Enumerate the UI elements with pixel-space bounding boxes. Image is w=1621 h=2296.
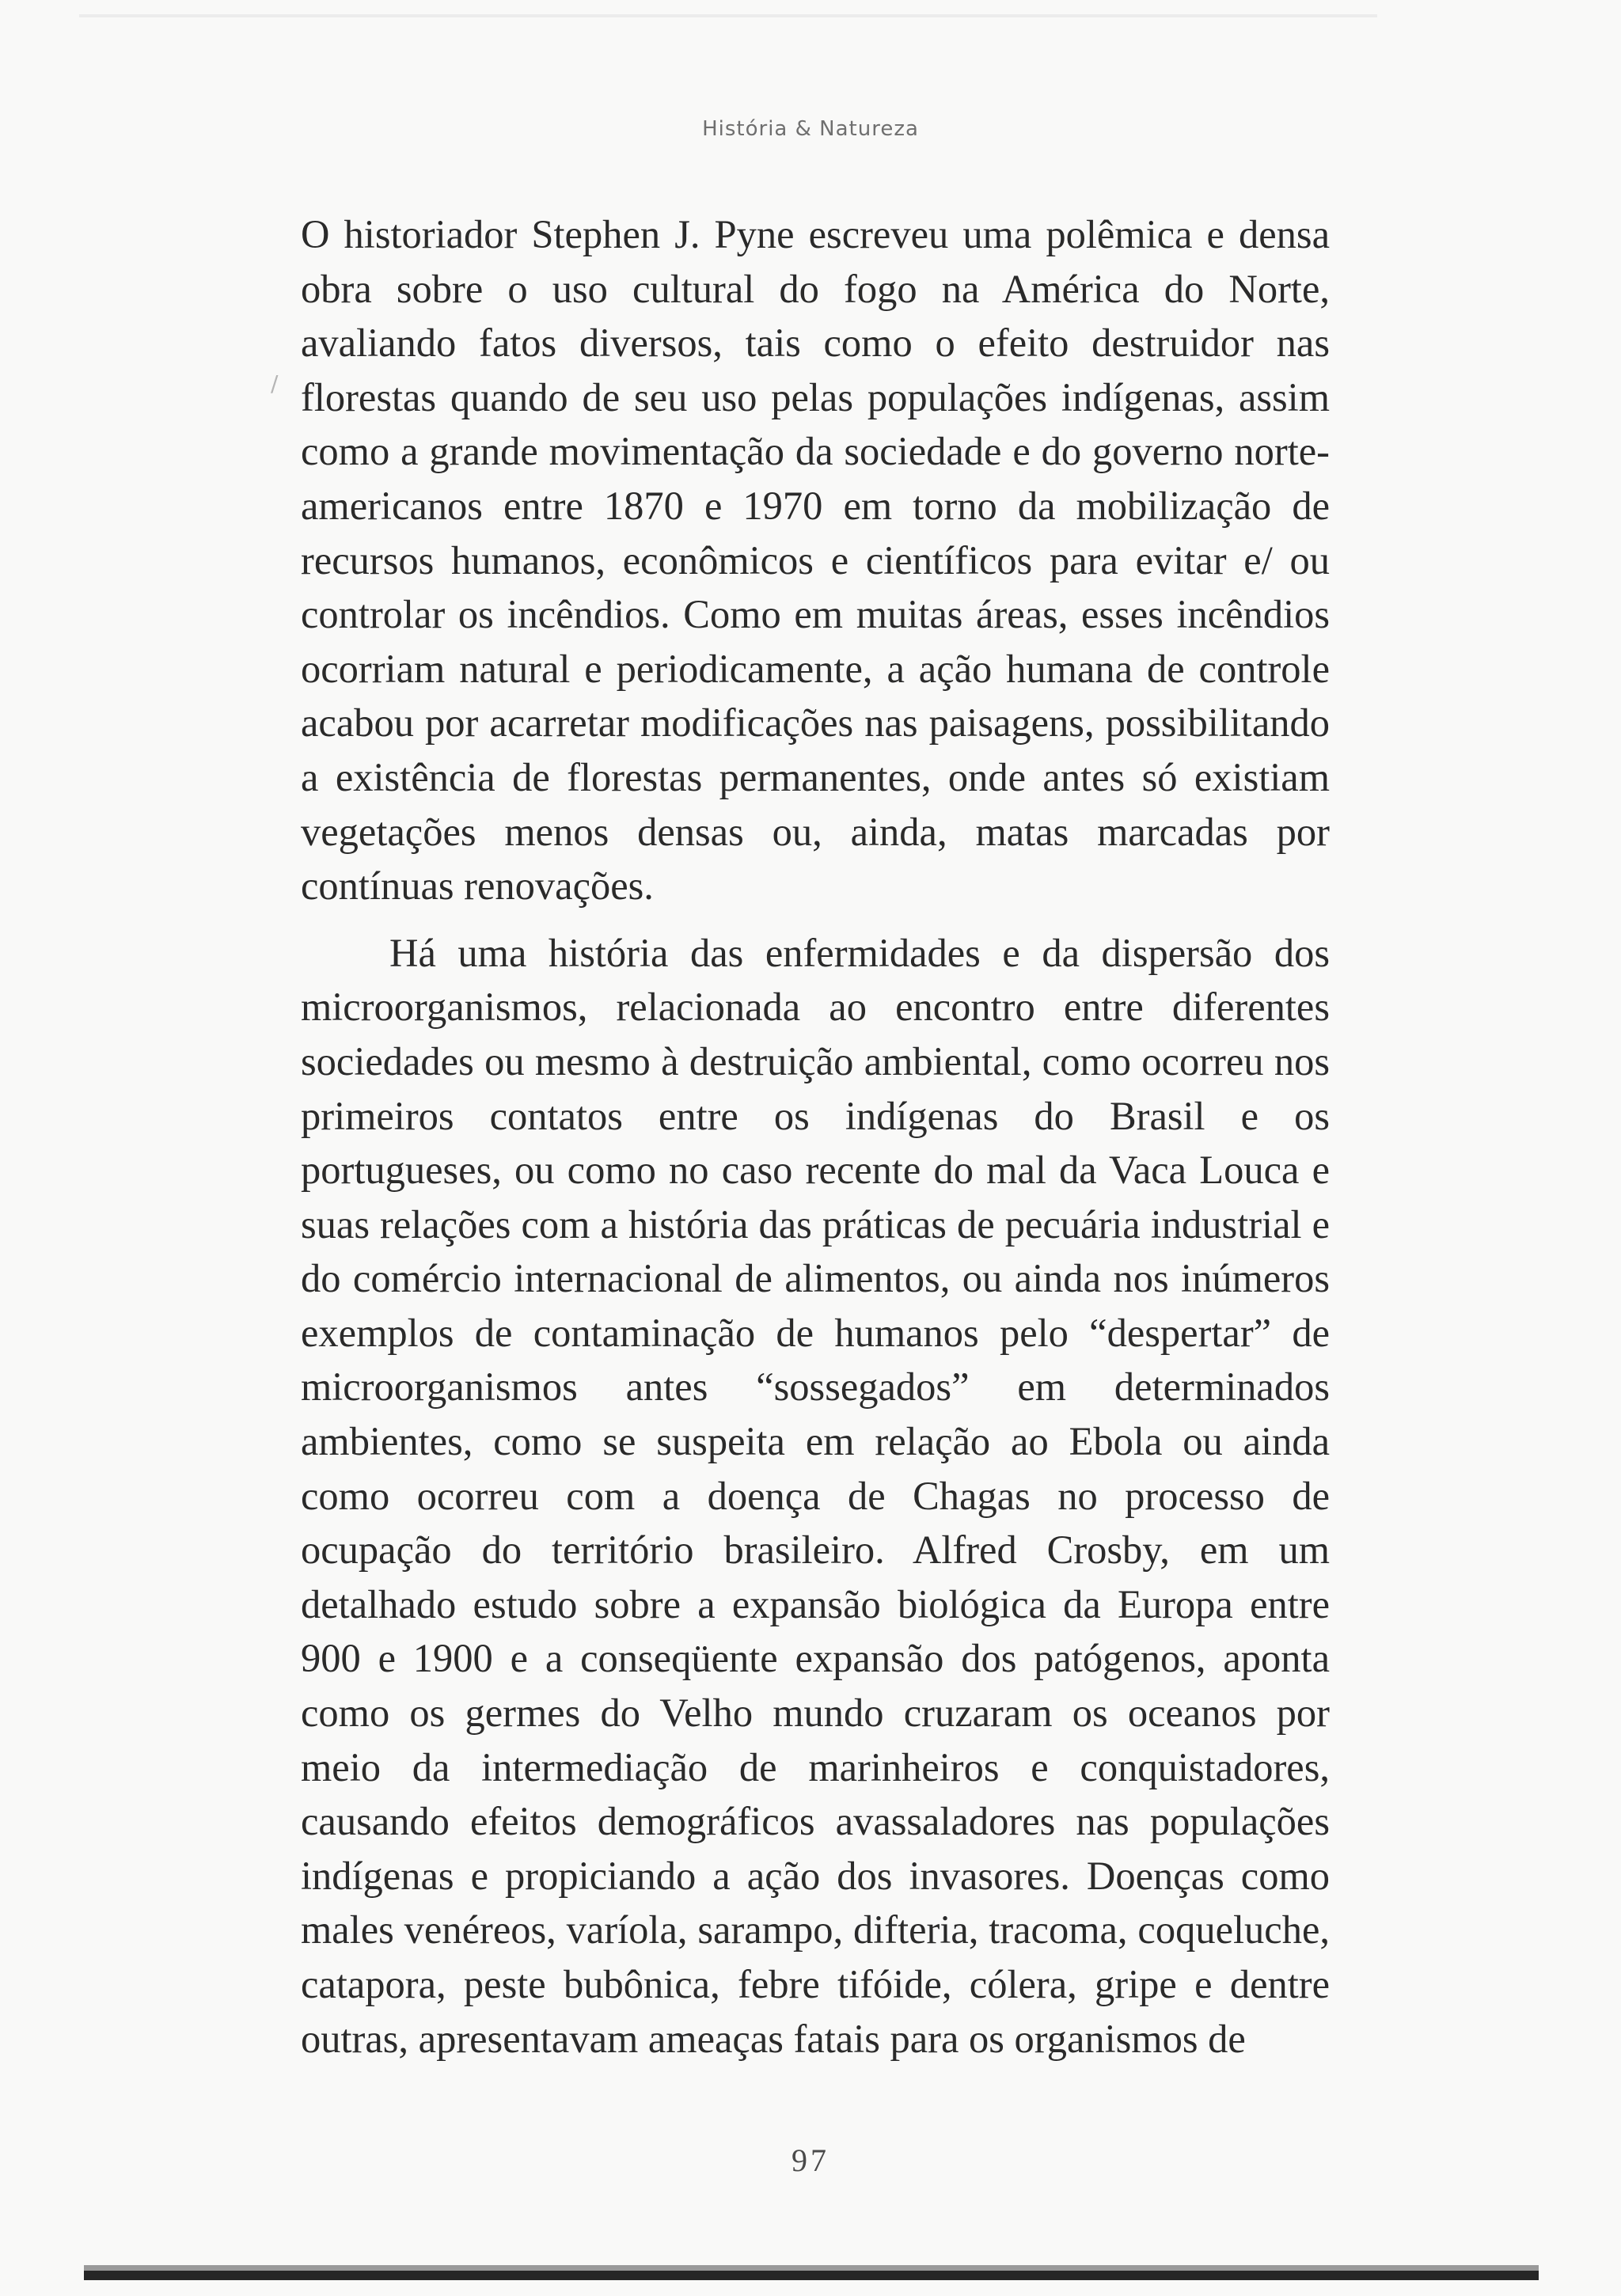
margin-pencil-mark: / — [271, 370, 279, 397]
paragraph-2: Há uma história das enfermidades e da dispersão dos microorganismos, relacionada ao encontro entre diferentes sociedades ou mesmo à destruição ambiental, como ocorreu nos primeiros contatos entre os indígenas do Brasil e os portugueses, ou como no caso recente do mal da Vaca Louca e suas relações com a história das práticas de pecuária industrial e do comércio internacional de alimentos, ou ainda nos inúmeros exemplos de contaminação de humanos pelo “despertar” de microorganismos antes “sossegados” em determinados ambientes, como se suspeita em relação ao Ebola ou ainda como ocorreu com a doença de Chagas no processo de ocupação do território brasileiro. Alfred Crosby, em um detalhado estudo sobre a expansão biológica da Europa entre 900 e 1900 e a conseqüente expansão dos patógenos, aponta como os germes do Velho mundo cruzaram os oceanos por meio da intermediação de marinheiros e conquistadores, causando efeitos demográficos avassaladores nas populações indígenas e propiciando a ação dos invasores. Doenças como males venéreos, varíola, sarampo, difteria, tracoma, coqueluche, catapora, peste bubônica, febre tifóide, cólera, gripe e dentre outras, apresentavam ameaças fatais para os organismos de — [301, 930, 1330, 2061]
page-number: 97 — [792, 2142, 829, 2178]
running-title: História & Natureza — [702, 117, 919, 141]
scan-top-edge — [79, 14, 1377, 17]
scan-bottom-shadow — [84, 2265, 1539, 2271]
scan-bottom-edge — [84, 2271, 1539, 2280]
body-text — [301, 207, 1330, 2066]
paragraph-1: O historiador Stephen J. Pyne escreveu uma polêmica e densa obra sobre o uso cultural do fogo na América do Norte, avaliando fatos diversos, tais como o efeito destruidor nas florestas quando de seu uso pelas populações indígenas, assim como a grande movimentação da sociedade e do governo norte-americanos entre 1870 e 1970 em torno da mobilização de recursos humanos, econômicos e científicos para evitar e/ ou controlar os incêndios. Como em muitas áreas, esses incêndios ocorriam natural e periodicamente, a ação humana de controle acabou por acarretar modificações nas paisagens, possibilitando a existência de florestas permanentes, onde antes só existiam vegetações menos densas ou, ainda, matas marcadas por contínuas renovações. — [301, 212, 1330, 909]
